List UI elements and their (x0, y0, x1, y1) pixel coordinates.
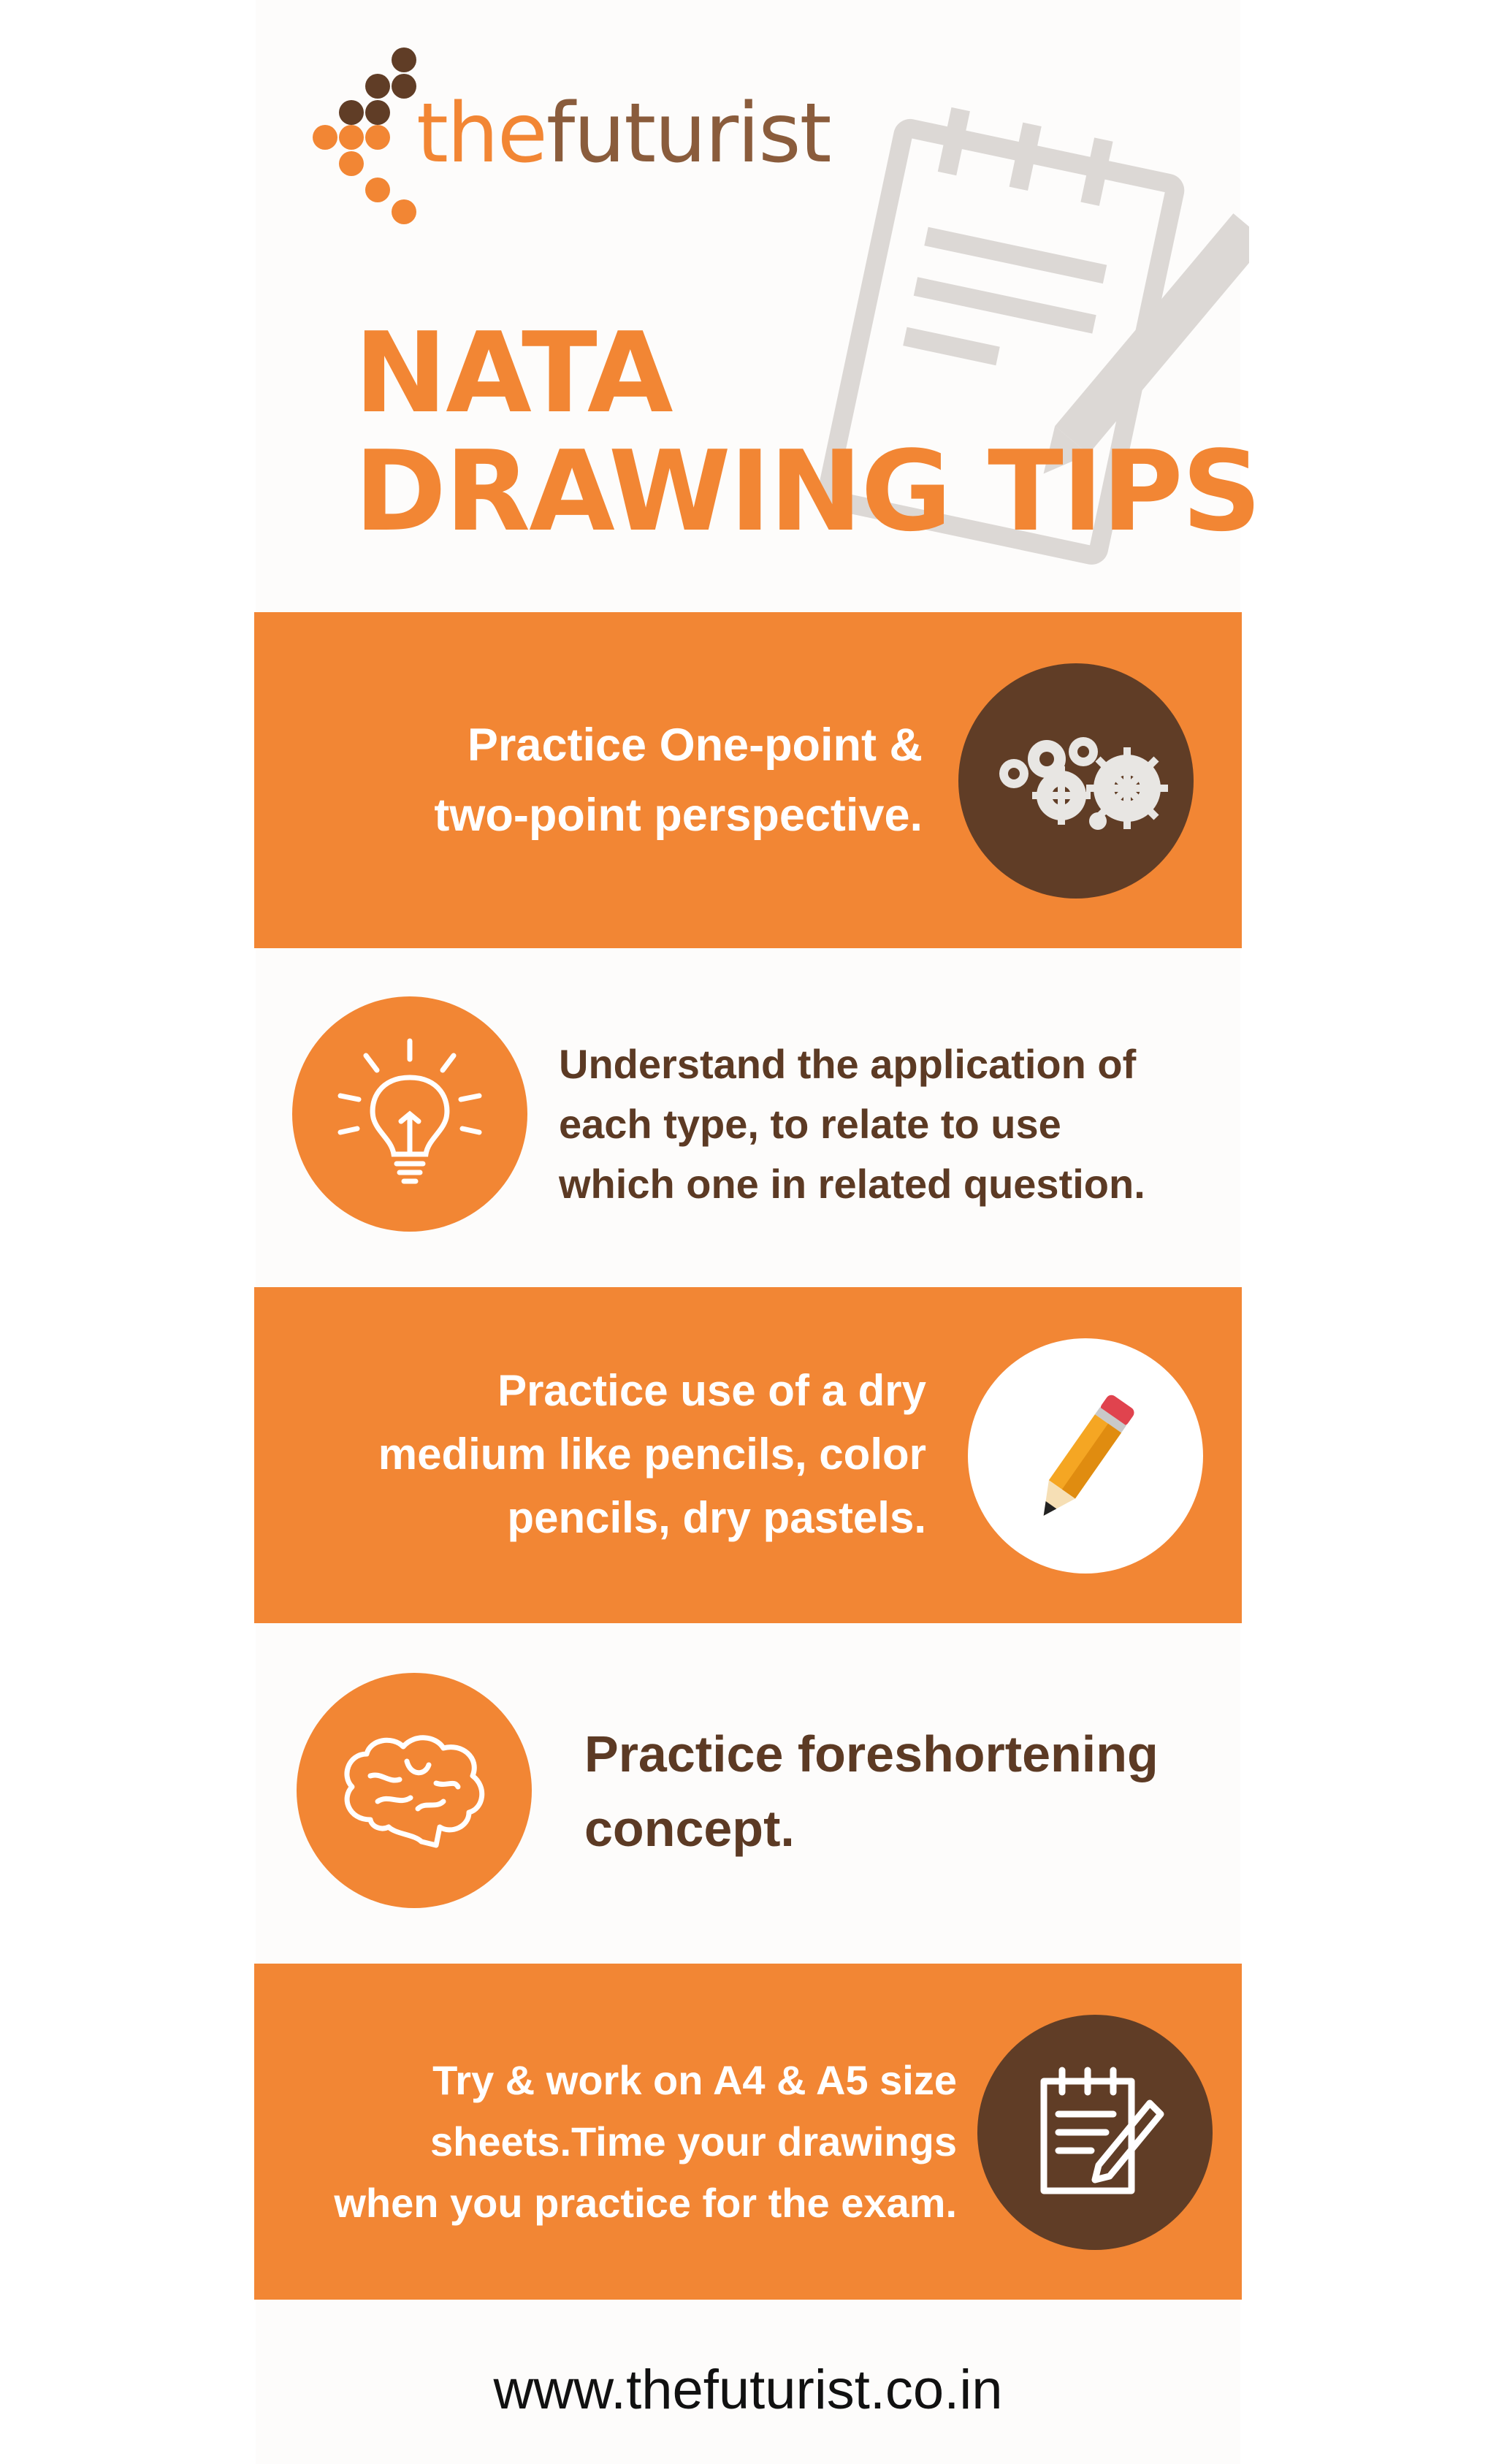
lightbulb-icon (292, 996, 527, 1232)
tip-3-text: Practice use of a dry medium like pencils, color pencils, dry pastels. (378, 1366, 926, 1542)
tip-5-text: Try & work on A4 & A5 size sheets.Time your drawings when you practice for the exam. (334, 2057, 957, 2226)
notepad-icon (977, 2015, 1213, 2250)
tip-4-text: Practice foreshortening concept. (584, 1725, 1159, 1857)
tip-2-text: Understand the application of each type, to relate to use which one in related question. (559, 1041, 1145, 1207)
pencil-icon (968, 1338, 1203, 1574)
tip-1-text: Practice One-point & two-point perspective. (434, 720, 923, 841)
page-title: NATA DRAWING TIPS (354, 308, 1261, 556)
brain-icon (297, 1673, 532, 1908)
website-url[interactable]: www.thefuturist.co.in (493, 2359, 1003, 2421)
logo-wordmark: thefuturist (416, 86, 831, 181)
gears-icon (958, 663, 1194, 899)
